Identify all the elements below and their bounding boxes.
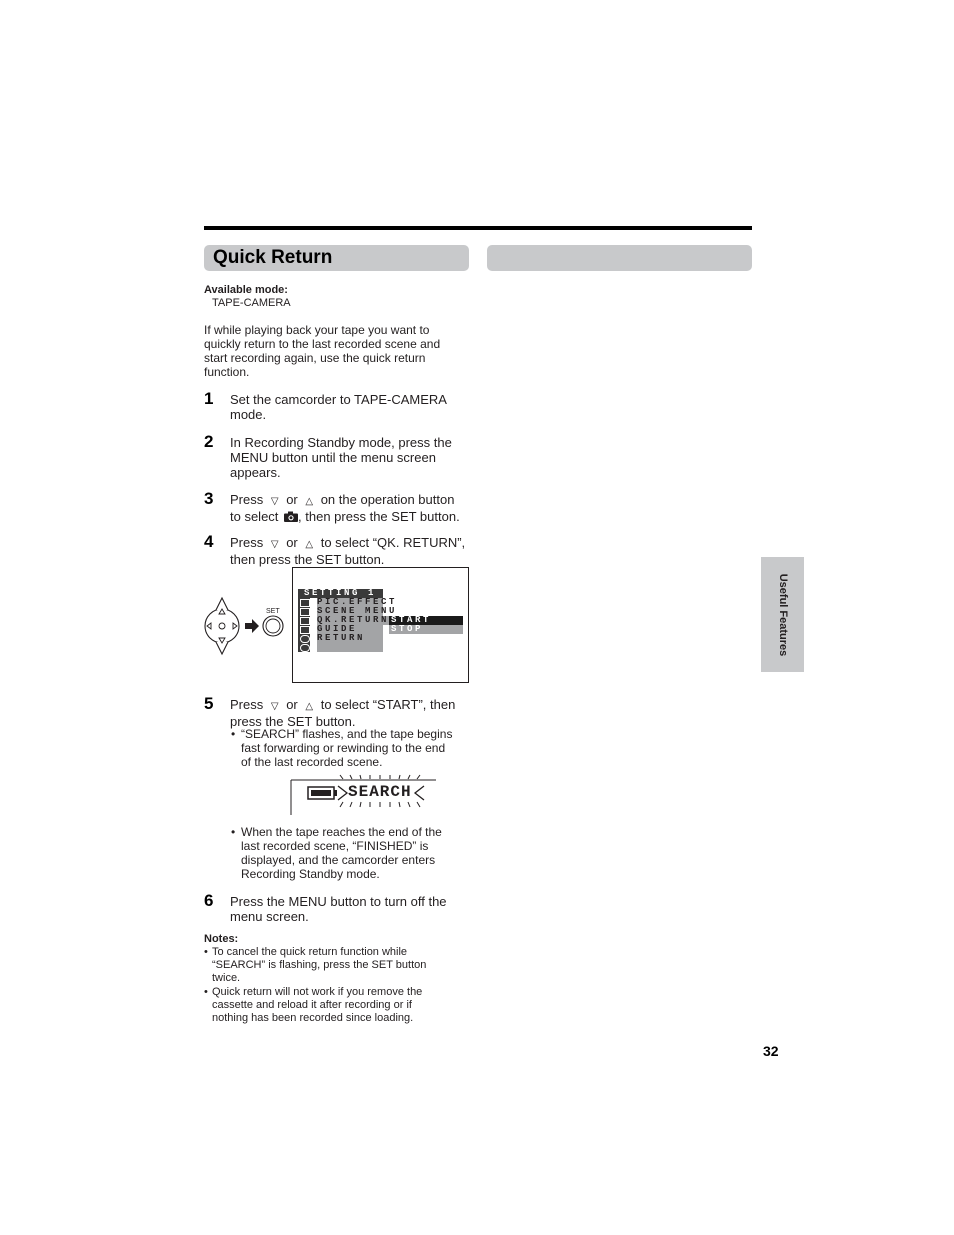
step-number: 5 [204, 694, 214, 713]
section-title: Quick Return [213, 247, 333, 268]
step-3-text [230, 492, 475, 524]
set-button-label: SET [266, 608, 280, 615]
top-rule [204, 226, 752, 230]
step-word: or [286, 492, 298, 507]
step-line: Press the MENU button to turn off the [230, 894, 447, 909]
menu-items [317, 598, 397, 643]
section-title-bar [204, 245, 469, 271]
camera-icon [300, 599, 310, 607]
step-number: 6 [204, 891, 214, 910]
step-word: Press [230, 535, 264, 550]
etc-icon [300, 617, 310, 625]
step-5-bullet-1 [241, 727, 469, 769]
step-4-text [230, 535, 475, 567]
side-tab [761, 557, 804, 672]
step-word: , then press the SET button. [298, 509, 460, 524]
notes-title: Notes: [204, 933, 239, 945]
step-line: press the SET button. [230, 714, 356, 729]
bullet-line: last recorded scene, “FINISHED” is [241, 839, 429, 853]
bullet-line: of the last recorded scene. [241, 755, 383, 769]
step-number: 1 [204, 389, 214, 408]
option-start[interactable]: START [391, 615, 432, 625]
step-line: menu screen. [230, 909, 309, 924]
bullet-line: • “SEARCH” flashes, and the tape begins [241, 727, 453, 741]
step-word: to select “START”, then [320, 697, 456, 712]
step-line: In Recording Standby mode, press the [230, 435, 452, 450]
step-word: Press [230, 697, 264, 712]
intro-line: quickly return to the last recorded scene and [204, 337, 441, 351]
step-5-text [230, 697, 475, 729]
step-line: MENU button until the menu screen [230, 450, 436, 465]
bullet-icon: • [204, 946, 208, 958]
note-line: twice. [212, 972, 241, 984]
menu-item-guide[interactable]: GUIDE [317, 624, 358, 634]
menu-item-scene-menu[interactable]: SCENE MENU [317, 606, 398, 616]
note-line: Quick return will not work if you remove the [212, 986, 423, 998]
note-line: To cancel the quick return function while [212, 946, 408, 958]
step-1-text [230, 392, 470, 422]
clock-icon [300, 635, 310, 643]
step-line: appears. [230, 465, 281, 480]
battery-icon [308, 787, 337, 799]
side-tab-label: Useful Features [776, 573, 789, 656]
set-button-icon [263, 616, 283, 636]
menu-header: SETTING 1 [304, 588, 377, 598]
menu-screen [292, 567, 469, 683]
bullet-icon: • [204, 986, 208, 998]
step-line: Set the camcorder to TAPE-CAMERA [230, 392, 447, 407]
bullet-line: displayed, and the camcorder enters [241, 853, 436, 867]
down-triangle-icon: ▽ [270, 701, 279, 712]
menu-item-return[interactable]: RETURN [317, 633, 366, 643]
up-triangle-icon: △ [305, 701, 314, 712]
bullet-line: Recording Standby mode. [241, 867, 380, 881]
menu-item-qk-return[interactable]: QK.RETURN [317, 615, 390, 625]
intro-line: function. [204, 365, 250, 379]
lcd-icon [300, 626, 310, 634]
note-line: “SEARCH” is flashing, press the SET button [212, 959, 427, 971]
step-word: Press [230, 492, 264, 507]
empty-title-bar [487, 245, 752, 271]
menu-item-pic-effect[interactable]: PIC.EFFECT [317, 597, 398, 607]
camera-icon [284, 511, 298, 522]
step-number: 3 [204, 489, 214, 508]
return-icon [300, 644, 310, 652]
scene-icon [300, 608, 310, 616]
step-line: mode. [230, 407, 267, 422]
operation-button-icon [205, 598, 239, 654]
up-triangle-icon: △ [305, 496, 314, 507]
intro-paragraph [204, 323, 440, 379]
step-2-text [230, 435, 470, 480]
bullet-line: fast forwarding or rewinding to the end [241, 741, 446, 755]
intro-line: If while playing back your tape you want to [204, 323, 430, 337]
page-number: 32 [763, 1043, 779, 1059]
search-text: SEARCH [348, 783, 412, 801]
step-line: then press the SET button. [230, 552, 385, 567]
arrow-right-icon [245, 619, 259, 633]
step-number: 4 [204, 532, 214, 551]
bullet-line: • When the tape reaches the end of the [241, 825, 442, 839]
step-number: 2 [204, 432, 214, 451]
step-word: or [286, 697, 298, 712]
note-2 [204, 986, 462, 1025]
step-word: or [286, 535, 298, 550]
down-triangle-icon: ▽ [270, 539, 279, 550]
up-triangle-icon: △ [305, 539, 314, 550]
note-line: cassette and reload it after recording or if [212, 999, 412, 1011]
down-triangle-icon: ▽ [270, 496, 279, 507]
option-stop[interactable]: STOP [391, 624, 424, 634]
step-word: to select “QK. RETURN”, [320, 535, 466, 550]
note-1 [204, 946, 462, 985]
available-mode-value: TAPE-CAMERA [212, 297, 291, 309]
available-mode-label: Available mode: [204, 284, 288, 296]
operation-button-diagram [200, 594, 290, 658]
step-5-bullet-2 [241, 825, 469, 881]
step-6-text [230, 894, 470, 924]
step-word: on the operation button [320, 492, 455, 507]
step-word: to select [230, 509, 279, 524]
intro-line: start recording again, use the quick return [204, 351, 426, 365]
note-line: nothing has been recorded since loading. [212, 1012, 414, 1024]
